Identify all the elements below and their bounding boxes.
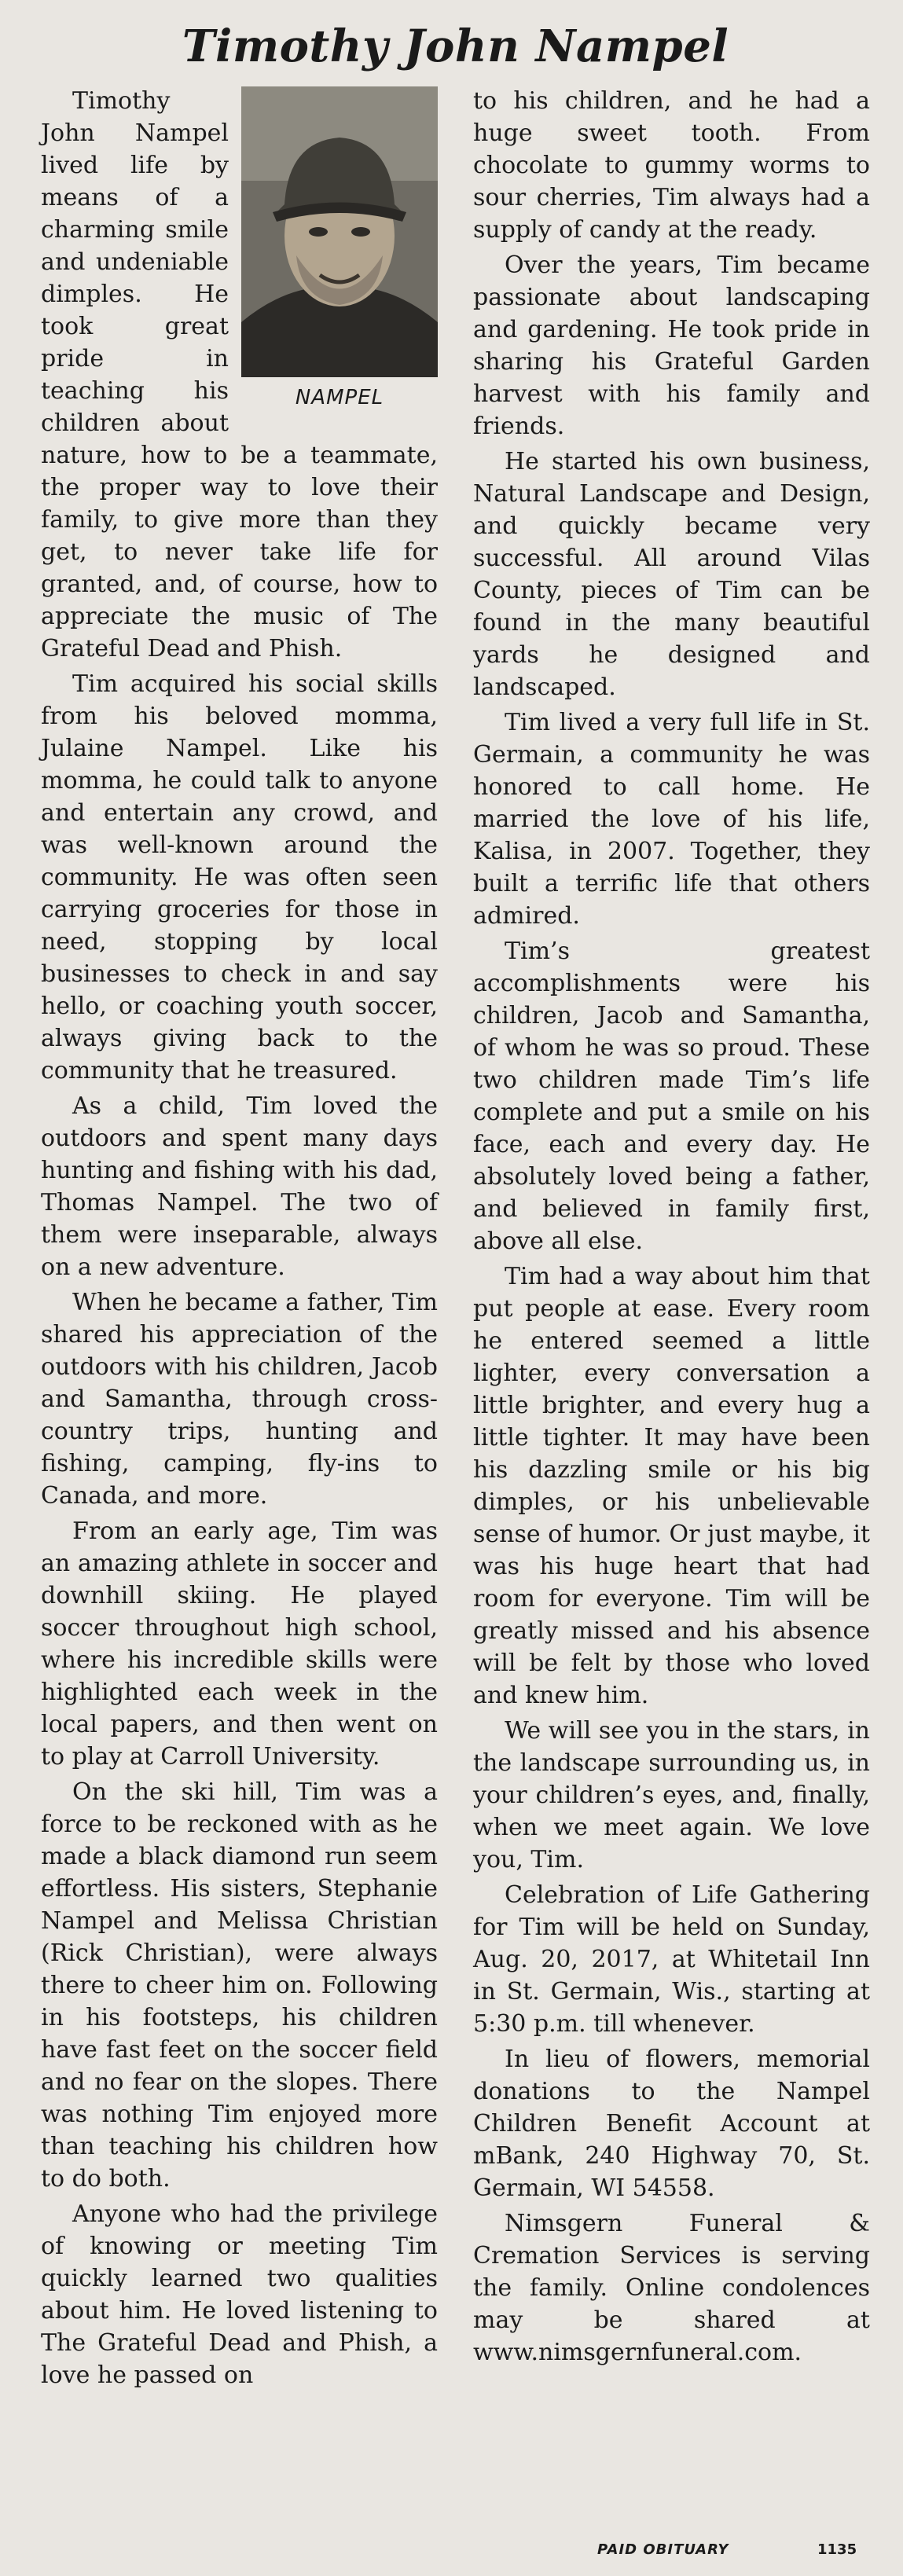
paragraph-athlete: From an early age, Tim was an amazing athlete in soccer and downhill skiing. He played soccer throughout high school, where his incredible skills were highlighted each week in the local papers, and then went on to play at Carroll University. <box>41 1517 438 1771</box>
paragraph-childhood: As a child, Tim loved the outdoors and spent many days hunting and fishing with his dad, Thomas Nampel. The two of them were inseparable, always on a new adventure. <box>41 1092 438 1281</box>
paragraph-children: Tim’s greatest accomplishments were his children, Jacob and Samantha, of whom he was so proud. These two children made Tim’s life complete and put a smile on his face, each and every day. He absolutely loved being a father, and believed in family first, above all else. <box>473 938 870 1255</box>
paragraph-social-skills: Tim acquired his social skills from his beloved momma, Julaine Nampel. Like his momma, he could talk to anyone and entertain any crowd, and was well-known around the community. He was often seen carrying groceries for those in need, stopping by local businesses to check in and say hello, or coaching youth soccer, always giving back to the community that he treasured. <box>41 670 438 1084</box>
photo-caption: NAMPEL <box>295 386 384 409</box>
photo-block <box>241 86 438 412</box>
obituary-columns <box>41 85 870 2391</box>
right-column <box>473 85 870 2391</box>
paragraph-gardening: Over the years, Tim became passionate about landscaping and gardening. He took pride in sharing his Grateful Garden harvest with his family and friends. <box>473 251 870 440</box>
paragraph-business: He started his own business, Natural Landscape and Design, and quickly became very successful. All around Vilas County, pieces of Tim can be found in the many beautiful yards he designed and landscaped. <box>473 448 870 701</box>
paragraph-st-germain: Tim lived a very full life in St. Germain, a community he was honored to call home. He married the love of his life, Kalisa, in 2007. Together, they built a terrific life that others admired. <box>473 709 870 930</box>
paragraph-way-about-him: Tim had a way about him that put people at ease. Every room he entered seemed a little lighter, every conversation a little brighter, and every hug a little tighter. It may have been his dazzling smile or his big dimples, or his unbelievable sense of humor. Or just maybe, it was his huge heart that had room for everyone. Tim will be greatly missed and his absence will be felt by those who loved and knew him. <box>473 1263 870 1709</box>
paragraph-intro: Timothy John Nampel lived life by means of a charming smile and undeniable dimples. He took great pride in teaching his children about nature, how to be a teammate, the proper way to love their family, to give more than they get, to never take life for granted, and, of course, how to appreciate the music of The Grateful Dead and Phish. <box>41 87 438 662</box>
page-number: 1135 <box>817 2541 857 2558</box>
paid-obituary-label: PAID OBITUARY <box>597 2541 729 2558</box>
footer <box>0 2541 903 2567</box>
paragraph-celebration: Celebration of Life Gathering for Tim will be held on Sunday, Aug. 20, 2017, at Whitetail Inn in St. Germain, Wis., starting at 5:30 p.m. till whenever. <box>473 1881 870 2038</box>
left-column <box>41 85 438 2391</box>
obituary-title: Timothy John Nampel <box>182 20 729 72</box>
paragraph-qualities: Anyone who had the privilege of knowing or meeting Tim quickly learned two qualities about him. He loved listening to The Grateful Dead and Phish, a love he passed on <box>41 2200 438 2389</box>
paragraph-continuation: to his children, and he had a huge sweet tooth. From chocolate to gummy worms to sour cherries, Tim always had a supply of candy at the ready. <box>473 87 870 244</box>
portrait-photo <box>241 86 438 377</box>
paragraph-ski-hill: On the ski hill, Tim was a force to be reckoned with as he made a black diamond run seem effortless. His sisters, Stephanie Nampel and Melissa Christian (Rick Christian), were always there to cheer him on. Following in his footsteps, his children have fast feet on the soccer field and no fear on the slopes. There was nothing Tim enjoyed more than teaching his children how to do both. <box>41 1778 438 2193</box>
paragraph-farewell: We will see you in the stars, in the landscape surrounding us, in your children’s eyes, and, finally, when we meet again. We love you, Tim. <box>473 1717 870 1873</box>
paragraph-memorial: In lieu of flowers, memorial donations to the Nampel Children Benefit Account at mBank, 240 Highway 70, St. Germain, WI 54558. <box>473 2046 870 2202</box>
paragraph-father: When he became a father, Tim shared his appreciation of the outdoors with his children, Jacob and Samantha, through cross-country trips, hunting and fishing, camping, fly-ins to Canada, and more. <box>41 1289 438 1510</box>
paragraph-funeral-home: Nimsgern Funeral & Cremation Services is serving the family. Online condolences may be shared at www.nimsgernfuneral.com. <box>473 2210 870 2366</box>
portrait-icon <box>241 86 438 377</box>
